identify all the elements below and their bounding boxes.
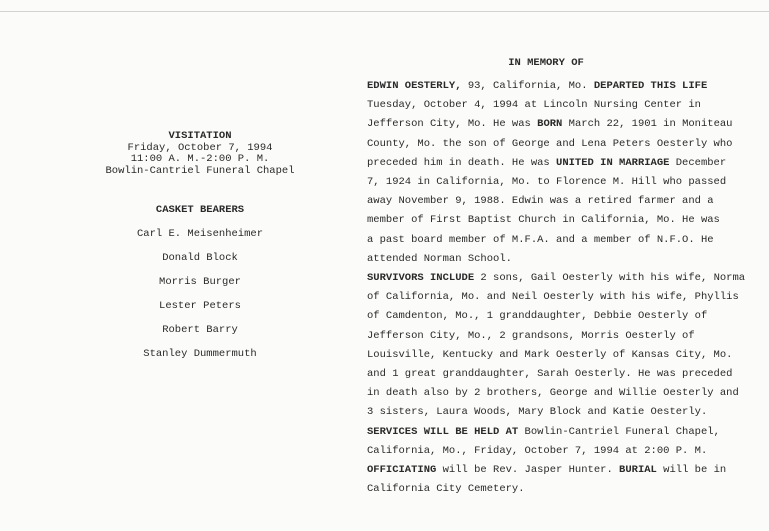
obituary-line	[367, 403, 765, 422]
bearer-name: Morris Burger	[159, 276, 241, 288]
obituary-text-segment: member of First Baptist Church in California, Mo. He was	[367, 214, 720, 227]
obituary-text-segment: 93, California, Mo.	[461, 80, 594, 92]
obituary-line	[367, 96, 765, 115]
obituary-line	[367, 77, 765, 96]
obituary-text-segment: 7, 1924 in California, Mo. to Florence M. Hill who passed	[367, 176, 727, 189]
obituary-line	[367, 173, 765, 192]
obituary-line	[367, 192, 765, 211]
obituary-text-segment: Jefferson City, Mo. He was	[367, 118, 538, 131]
obituary-line	[367, 365, 765, 384]
visitation-time: 11:00 A. M.-2:00 P. M.	[130, 153, 270, 165]
bearer-name: Lester Peters	[159, 300, 241, 312]
obituary-text-segment: of Camdenton, Mo., 1 granddaughter, Debbie Oesterly of	[367, 310, 708, 323]
obituary-text-segment: 3 sisters, Laura Woods, Mary Block and Katie Oesterly.	[367, 406, 708, 419]
obituary-text	[367, 77, 765, 499]
obituary-line	[367, 307, 765, 326]
obituary-heading-text: BORN	[537, 118, 563, 131]
obituary-line	[367, 288, 765, 307]
obituary-line	[367, 231, 765, 250]
obituary-text-segment: California, Mo., Friday, October 7, 1994 at 2:00 P. M.	[367, 444, 708, 457]
obituary-line	[367, 327, 765, 346]
obituary-line	[367, 250, 765, 269]
page-top-rule	[0, 11, 769, 12]
obituary-text-segment: preceded him in death. He was	[367, 156, 557, 169]
obituary-text-segment: a past board member of M.F.A. and a member of N.F.O. He	[367, 233, 714, 246]
obituary-text-segment: Louisville, Kentucky and Mark Oesterly of Kansas City, Mo.	[367, 348, 733, 361]
obituary-line	[367, 423, 765, 442]
visitation-block	[90, 131, 310, 177]
obituary-text-segment: Jefferson City, Mo., 2 grandsons, Morris Oesterly of	[367, 329, 695, 342]
obituary-text-segment: Tuesday, October 4, 1994 at Lincoln Nursing Center in	[367, 99, 701, 112]
obituary-line	[367, 269, 765, 288]
bearer-name: Robert Barry	[162, 324, 238, 336]
bearer-name: Carl E. Meisenheimer	[136, 228, 264, 240]
obituary-text-segment: will be in	[656, 464, 727, 477]
obituary-line	[367, 346, 765, 365]
obituary-heading-text: DEPARTED THIS LIFE	[593, 80, 708, 92]
obituary-heading-text: OFFICIATING	[367, 464, 437, 477]
obituary-text-segment: December	[669, 156, 727, 169]
obituary-line	[367, 135, 765, 154]
obituary-text-segment: away November 9, 1988. Edwin was a retired farmer and a	[367, 195, 714, 208]
casket-bearers-title: CASKET BEARERS	[155, 204, 245, 216]
obituary-line	[367, 211, 765, 230]
obituary-text-segment: of California, Mo. and Neil Oesterly with his wife, Phyllis	[367, 291, 739, 304]
obituary-heading-text: SURVIVORS INCLUDE	[367, 272, 475, 285]
obituary-text-segment: and 1 great granddaughter, Sarah Oesterly. He was preceded	[367, 368, 733, 381]
obituary-text-segment: will be Rev. Jasper Hunter.	[436, 464, 620, 477]
obituary-line	[367, 384, 765, 403]
obituary-line	[367, 480, 765, 499]
memorial-title: IN MEMORY OF	[508, 57, 584, 69]
obituary-line	[367, 154, 765, 173]
obituary-text-segment: March 22, 1901 in Moniteau	[562, 118, 733, 131]
obituary-text-segment: Bowlin-Cantriel Funeral Chapel,	[518, 425, 720, 438]
obituary-line	[367, 461, 765, 480]
visitation-date: Friday, October 7, 1994	[127, 141, 273, 154]
obituary-text-segment: 2 sons, Gail Oesterly with his wife, Norma	[474, 272, 746, 285]
obituary-heading-text: UNITED IN MARRIAGE	[556, 156, 670, 169]
obituary-text-segment: County, Mo. the son of George and Lena Peters Oesterly who	[367, 137, 733, 150]
obituary-heading-text: EDWIN OESTERLY,	[367, 80, 462, 92]
visitation-title: VISITATION	[168, 130, 232, 142]
obituary-text-segment: in death also by 2 brothers, George and Willie Oesterly and	[367, 387, 739, 400]
obituary-heading-text: BURIAL	[619, 464, 657, 477]
bearer-name: Stanley Dummermuth	[143, 348, 257, 360]
visitation-location: Bowlin-Cantriel Funeral Chapel	[105, 164, 295, 177]
obituary-line	[367, 442, 765, 461]
bearer-name: Donald Block	[162, 252, 238, 264]
obituary-text-segment: attended Norman School.	[367, 252, 512, 265]
obituary-heading-text: SERVICES WILL BE HELD AT	[367, 425, 519, 438]
memorial-column	[367, 57, 765, 499]
obituary-line	[367, 115, 765, 134]
obituary-text-segment: California City Cemetery.	[367, 483, 525, 496]
